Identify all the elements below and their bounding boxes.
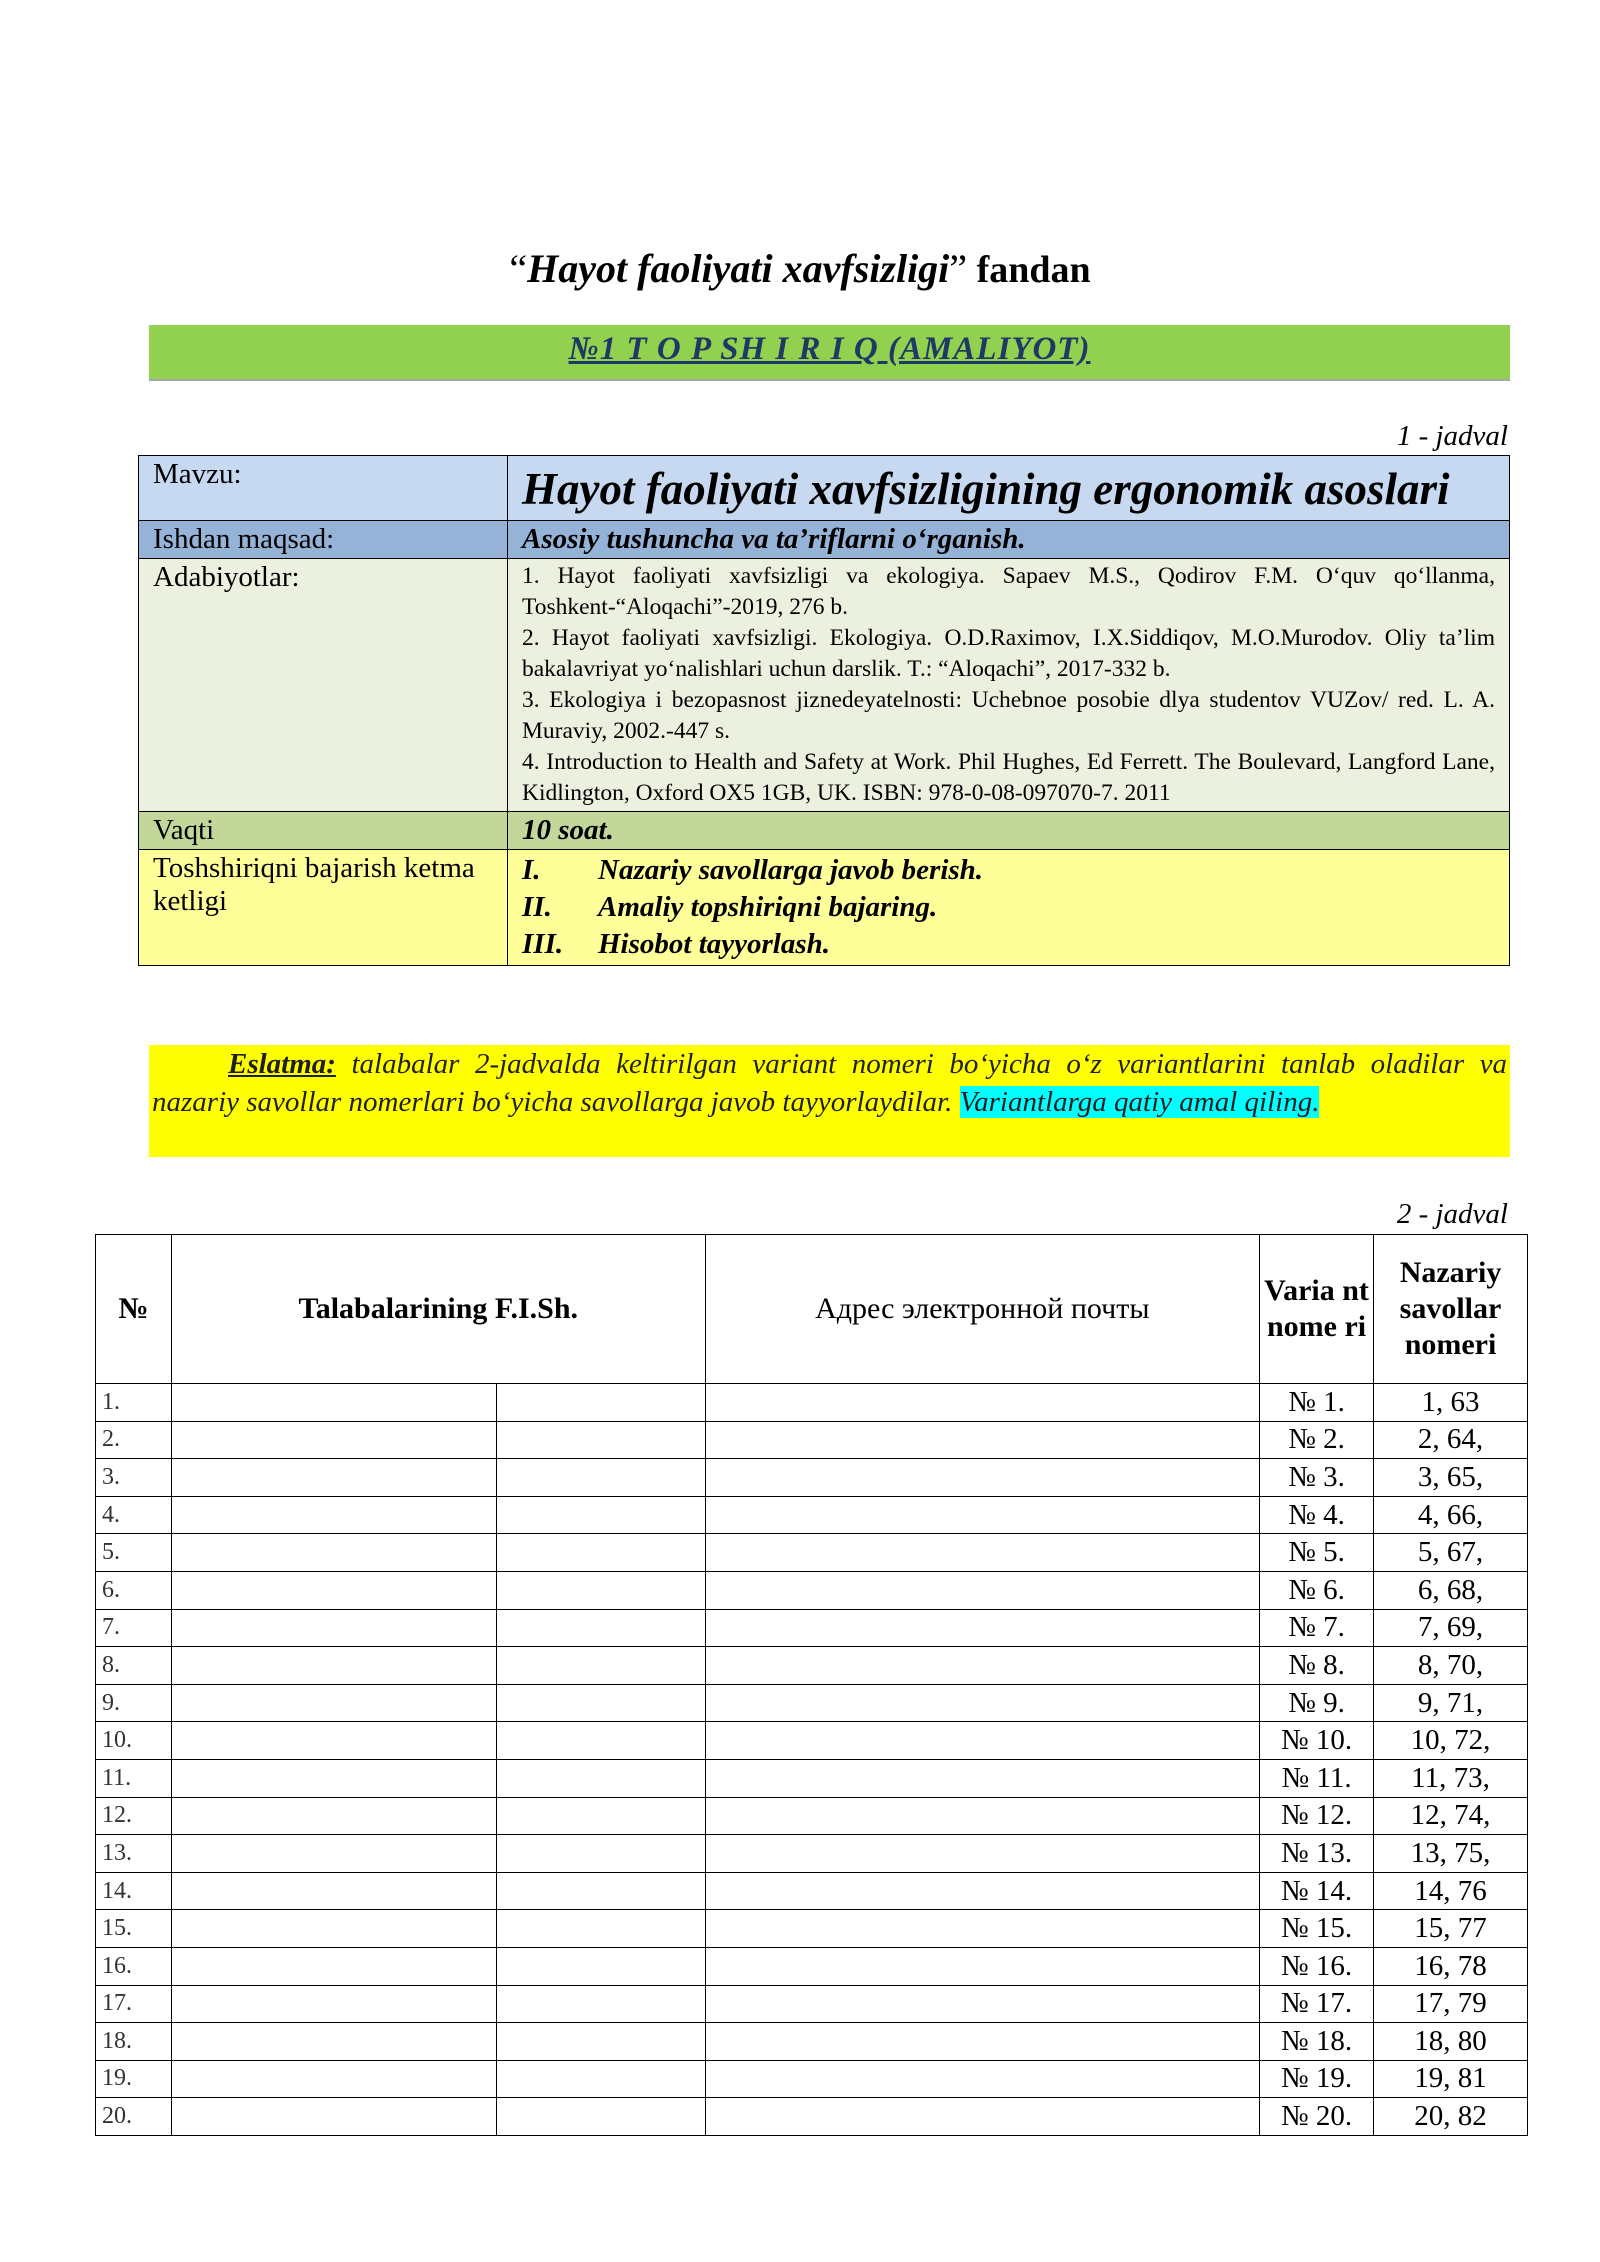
surname-cell[interactable] bbox=[171, 1872, 496, 1910]
surname-cell[interactable] bbox=[171, 1797, 496, 1835]
assignment-info-table bbox=[138, 455, 1510, 966]
questions-cell: 11, 73, bbox=[1374, 1759, 1528, 1797]
name-cell[interactable] bbox=[496, 1722, 705, 1760]
literature-item: 3. Ekologiya i bezopasnost jiznedeyatelnosti: Uchebnoe posobie dlya studentov VUZov/ red. L. A. Muraviy, 2002.-447 s. bbox=[522, 687, 1495, 744]
aim-row bbox=[139, 521, 1510, 559]
topic-cell bbox=[508, 456, 1510, 521]
variant-cell: № 15. bbox=[1260, 1910, 1374, 1948]
step-number: II. bbox=[522, 891, 552, 923]
email-cell[interactable] bbox=[705, 2023, 1260, 2061]
table-row bbox=[96, 1947, 1528, 1985]
variant-cell: № 11. bbox=[1260, 1759, 1374, 1797]
row-number: 8. bbox=[96, 1647, 172, 1685]
sequence-list bbox=[508, 850, 1510, 966]
time-value: 10 soat. bbox=[508, 812, 1510, 850]
sequence-step bbox=[522, 926, 1495, 963]
header-questions: Nazariy savollar nomeri bbox=[1374, 1235, 1528, 1384]
variant-cell: № 16. bbox=[1260, 1947, 1374, 1985]
literature-label: Adabiyotlar: bbox=[139, 559, 508, 812]
surname-cell[interactable] bbox=[171, 2060, 496, 2098]
email-cell[interactable] bbox=[705, 1797, 1260, 1835]
surname-cell[interactable] bbox=[171, 1985, 496, 2023]
row-number: 14. bbox=[96, 1872, 172, 1910]
header-number: № bbox=[96, 1235, 172, 1384]
name-cell[interactable] bbox=[496, 1910, 705, 1948]
variant-cell: № 14. bbox=[1260, 1872, 1374, 1910]
name-cell[interactable] bbox=[496, 2060, 705, 2098]
surname-cell[interactable] bbox=[171, 2098, 496, 2136]
email-cell[interactable] bbox=[705, 2098, 1260, 2136]
row-number: 10. bbox=[96, 1722, 172, 1760]
variant-cell: № 13. bbox=[1260, 1835, 1374, 1873]
row-number: 20. bbox=[96, 2098, 172, 2136]
email-cell[interactable] bbox=[705, 1496, 1260, 1534]
name-cell[interactable] bbox=[496, 1384, 705, 1422]
questions-cell: 6, 68, bbox=[1374, 1571, 1528, 1609]
surname-cell[interactable] bbox=[171, 1571, 496, 1609]
row-number: 17. bbox=[96, 1985, 172, 2023]
table-row bbox=[96, 1684, 1528, 1722]
surname-cell[interactable] bbox=[171, 1647, 496, 1685]
email-cell[interactable] bbox=[705, 2060, 1260, 2098]
name-cell[interactable] bbox=[496, 2098, 705, 2136]
row-number: 13. bbox=[96, 1835, 172, 1873]
step-number: I. bbox=[522, 854, 541, 886]
table-row bbox=[96, 1609, 1528, 1647]
questions-cell: 12, 74, bbox=[1374, 1797, 1528, 1835]
sequence-step bbox=[522, 852, 1495, 889]
surname-cell[interactable] bbox=[171, 1384, 496, 1422]
variant-cell: № 17. bbox=[1260, 1985, 1374, 2023]
table-row bbox=[96, 2023, 1528, 2061]
sequence-row bbox=[139, 850, 1510, 966]
row-number: 7. bbox=[96, 1609, 172, 1647]
questions-cell: 20, 82 bbox=[1374, 2098, 1528, 2136]
table2-caption: 2 - jadval bbox=[1396, 1198, 1508, 1230]
surname-cell[interactable] bbox=[171, 1609, 496, 1647]
questions-cell: 1, 63 bbox=[1374, 1384, 1528, 1422]
name-cell[interactable] bbox=[496, 1496, 705, 1534]
variant-cell: № 3. bbox=[1260, 1459, 1374, 1497]
name-cell[interactable] bbox=[496, 1835, 705, 1873]
email-cell[interactable] bbox=[705, 1722, 1260, 1760]
row-number: 6. bbox=[96, 1571, 172, 1609]
questions-cell: 5, 67, bbox=[1374, 1534, 1528, 1572]
subject-name: Hayot faoliyati xavfsizligi bbox=[527, 246, 950, 291]
email-cell[interactable] bbox=[705, 1910, 1260, 1948]
time-row bbox=[139, 812, 1510, 850]
variant-cell: № 8. bbox=[1260, 1647, 1374, 1685]
surname-cell[interactable] bbox=[171, 1684, 496, 1722]
variant-cell: № 19. bbox=[1260, 2060, 1374, 2098]
questions-cell: 2, 64, bbox=[1374, 1421, 1528, 1459]
email-cell[interactable] bbox=[705, 1684, 1260, 1722]
variant-cell: № 6. bbox=[1260, 1571, 1374, 1609]
variant-cell: № 4. bbox=[1260, 1496, 1374, 1534]
row-number: 12. bbox=[96, 1797, 172, 1835]
questions-cell: 4, 66, bbox=[1374, 1496, 1528, 1534]
table-row bbox=[96, 1985, 1528, 2023]
surname-cell[interactable] bbox=[171, 1947, 496, 1985]
literature-item: 2. Hayot faoliyati xavfsizligi. Ekologiya. O.D.Raximov, I.X.Siddiqov, M.O.Murodov. Oliy ta’lim bakalavriyat yo‘nalishlari uchun darslik. T.: “Aloqachi”, 2017-332 b. bbox=[522, 625, 1495, 682]
literature-item: 1. Hayot faoliyati xavfsizligi va ekologiya. Sapaev M.S., Qodirov F.M. O‘quv qo‘llanma, Toshkent-“Aloqachi”-2019, 276 b. bbox=[522, 563, 1495, 620]
table-row bbox=[96, 1421, 1528, 1459]
topic-label: Mavzu: bbox=[139, 456, 508, 521]
email-cell[interactable] bbox=[705, 1534, 1260, 1572]
name-cell[interactable] bbox=[496, 2023, 705, 2061]
student-variant-table bbox=[95, 1234, 1528, 2136]
name-cell[interactable] bbox=[496, 1421, 705, 1459]
table-row bbox=[96, 1872, 1528, 1910]
table-row bbox=[96, 1459, 1528, 1497]
title-suffix: fandan bbox=[967, 249, 1091, 291]
email-cell[interactable] bbox=[705, 1985, 1260, 2023]
table-row bbox=[96, 1496, 1528, 1534]
surname-cell[interactable] bbox=[171, 2023, 496, 2061]
variant-cell: № 10. bbox=[1260, 1722, 1374, 1760]
questions-cell: 8, 70, bbox=[1374, 1647, 1528, 1685]
name-cell[interactable] bbox=[496, 1759, 705, 1797]
email-cell[interactable] bbox=[705, 1835, 1260, 1873]
note-paragraph bbox=[149, 1045, 1510, 1121]
variant-cell: № 2. bbox=[1260, 1421, 1374, 1459]
variant-cell: № 12. bbox=[1260, 1797, 1374, 1835]
name-cell[interactable] bbox=[496, 1609, 705, 1647]
topic-value: Hayot faoliyati xavfsizligining ergonomik asoslari bbox=[522, 464, 1450, 514]
email-cell[interactable] bbox=[705, 1571, 1260, 1609]
surname-cell[interactable] bbox=[171, 1459, 496, 1497]
header-student-name: Talabalarining F.I.Sh. bbox=[171, 1235, 705, 1384]
email-cell[interactable] bbox=[705, 1947, 1260, 1985]
step-text: Nazariy savollarga javob berish. bbox=[598, 854, 984, 886]
sequence-step bbox=[522, 889, 1495, 926]
table-row bbox=[96, 1534, 1528, 1572]
variant-cell: № 7. bbox=[1260, 1609, 1374, 1647]
email-cell[interactable] bbox=[705, 1872, 1260, 1910]
note-box bbox=[149, 1045, 1510, 1157]
variant-cell: № 5. bbox=[1260, 1534, 1374, 1572]
surname-cell[interactable] bbox=[171, 1421, 496, 1459]
table-row bbox=[96, 1384, 1528, 1422]
row-number: 9. bbox=[96, 1684, 172, 1722]
row-number: 5. bbox=[96, 1534, 172, 1572]
table-row bbox=[96, 1759, 1528, 1797]
table1-caption: 1 - jadval bbox=[1396, 420, 1508, 452]
surname-cell[interactable] bbox=[171, 1910, 496, 1948]
name-cell[interactable] bbox=[496, 1684, 705, 1722]
variant-cell: № 9. bbox=[1260, 1684, 1374, 1722]
email-cell[interactable] bbox=[705, 1421, 1260, 1459]
name-cell[interactable] bbox=[496, 1985, 705, 2023]
name-cell[interactable] bbox=[496, 1797, 705, 1835]
table-header-row bbox=[96, 1235, 1528, 1384]
row-number: 4. bbox=[96, 1496, 172, 1534]
email-cell[interactable] bbox=[705, 1384, 1260, 1422]
row-number: 3. bbox=[96, 1459, 172, 1497]
name-cell[interactable] bbox=[496, 1647, 705, 1685]
email-cell[interactable] bbox=[705, 1759, 1260, 1797]
surname-cell[interactable] bbox=[171, 1722, 496, 1760]
questions-cell: 9, 71, bbox=[1374, 1684, 1528, 1722]
table-row bbox=[96, 1797, 1528, 1835]
aim-label: Ishdan maqsad: bbox=[139, 521, 508, 559]
note-lead: Eslatma: bbox=[228, 1048, 336, 1080]
step-text: Hisobot tayyorlash. bbox=[598, 928, 831, 960]
email-cell[interactable] bbox=[705, 1647, 1260, 1685]
email-cell[interactable] bbox=[705, 1459, 1260, 1497]
table-body bbox=[96, 1384, 1528, 2136]
assignment-banner bbox=[149, 325, 1510, 381]
surname-cell[interactable] bbox=[171, 1759, 496, 1797]
document-title bbox=[0, 245, 1600, 292]
questions-cell: 3, 65, bbox=[1374, 1459, 1528, 1497]
surname-cell[interactable] bbox=[171, 1496, 496, 1534]
sequence-label: Toshshiriqni bajarish ketma ketligi bbox=[139, 850, 508, 966]
email-cell[interactable] bbox=[705, 1609, 1260, 1647]
surname-cell[interactable] bbox=[171, 1534, 496, 1572]
variant-cell: № 20. bbox=[1260, 2098, 1374, 2136]
surname-cell[interactable] bbox=[171, 1835, 496, 1873]
title-open-quote: “ bbox=[509, 246, 528, 291]
literature-row bbox=[139, 559, 1510, 812]
name-cell[interactable] bbox=[496, 1571, 705, 1609]
row-number: 16. bbox=[96, 1947, 172, 1985]
variant-cell: № 18. bbox=[1260, 2023, 1374, 2061]
questions-cell: 16, 78 bbox=[1374, 1947, 1528, 1985]
questions-cell: 13, 75, bbox=[1374, 1835, 1528, 1873]
questions-cell: 14, 76 bbox=[1374, 1872, 1528, 1910]
literature-list bbox=[508, 559, 1510, 812]
assignment-banner-text: №1 T O P SH I R I Q (AMALIYOT) bbox=[568, 331, 1091, 367]
table-row bbox=[96, 1571, 1528, 1609]
questions-cell: 17, 79 bbox=[1374, 1985, 1528, 2023]
name-cell[interactable] bbox=[496, 1534, 705, 1572]
note-text: talabalar 2-jadvalda keltirilgan variant nomeri bo‘yicha o‘z variantlarini tanlab oladilar va nazariy savollar nomerlari bo‘yicha savollarga javob tayyorlaydilar. bbox=[152, 1048, 1507, 1118]
questions-cell: 15, 77 bbox=[1374, 1910, 1528, 1948]
row-number: 11. bbox=[96, 1759, 172, 1797]
table-row bbox=[96, 2098, 1528, 2136]
row-number: 15. bbox=[96, 1910, 172, 1948]
variant-cell: № 1. bbox=[1260, 1384, 1374, 1422]
aim-value: Asosiy tushuncha va ta’riflarni o‘rganish. bbox=[508, 521, 1510, 559]
header-variant: Varia nt nome ri bbox=[1260, 1235, 1374, 1384]
table-row bbox=[96, 1910, 1528, 1948]
note-highlight: Variantlarga qatiy amal qiling. bbox=[959, 1086, 1320, 1118]
table-row bbox=[96, 1835, 1528, 1873]
questions-cell: 19, 81 bbox=[1374, 2060, 1528, 2098]
questions-cell: 18, 80 bbox=[1374, 2023, 1528, 2061]
table-row bbox=[96, 1722, 1528, 1760]
row-number: 2. bbox=[96, 1421, 172, 1459]
name-cell[interactable] bbox=[496, 1872, 705, 1910]
step-text: Amaliy topshiriqni bajaring. bbox=[598, 891, 938, 923]
name-cell[interactable] bbox=[496, 1947, 705, 1985]
questions-cell: 10, 72, bbox=[1374, 1722, 1528, 1760]
title-close-quote: ” bbox=[949, 246, 968, 291]
literature-item: 4. Introduction to Health and Safety at Work. Phil Hughes, Ed Ferrett. The Boulevard, Langford Lane, Kidlington, Oxford OX5 1GB, UK. ISBN: 978-0-08-097070-7. 2011 bbox=[522, 749, 1495, 806]
step-number: III. bbox=[522, 928, 564, 960]
questions-cell: 7, 69, bbox=[1374, 1609, 1528, 1647]
table-row bbox=[96, 1647, 1528, 1685]
row-number: 1. bbox=[96, 1384, 172, 1422]
time-label: Vaqti bbox=[139, 812, 508, 850]
table-row bbox=[96, 2060, 1528, 2098]
name-cell[interactable] bbox=[496, 1459, 705, 1497]
topic-row bbox=[139, 456, 1510, 521]
row-number: 18. bbox=[96, 2023, 172, 2061]
row-number: 19. bbox=[96, 2060, 172, 2098]
header-email: Адрес электронной почты bbox=[705, 1235, 1260, 1384]
